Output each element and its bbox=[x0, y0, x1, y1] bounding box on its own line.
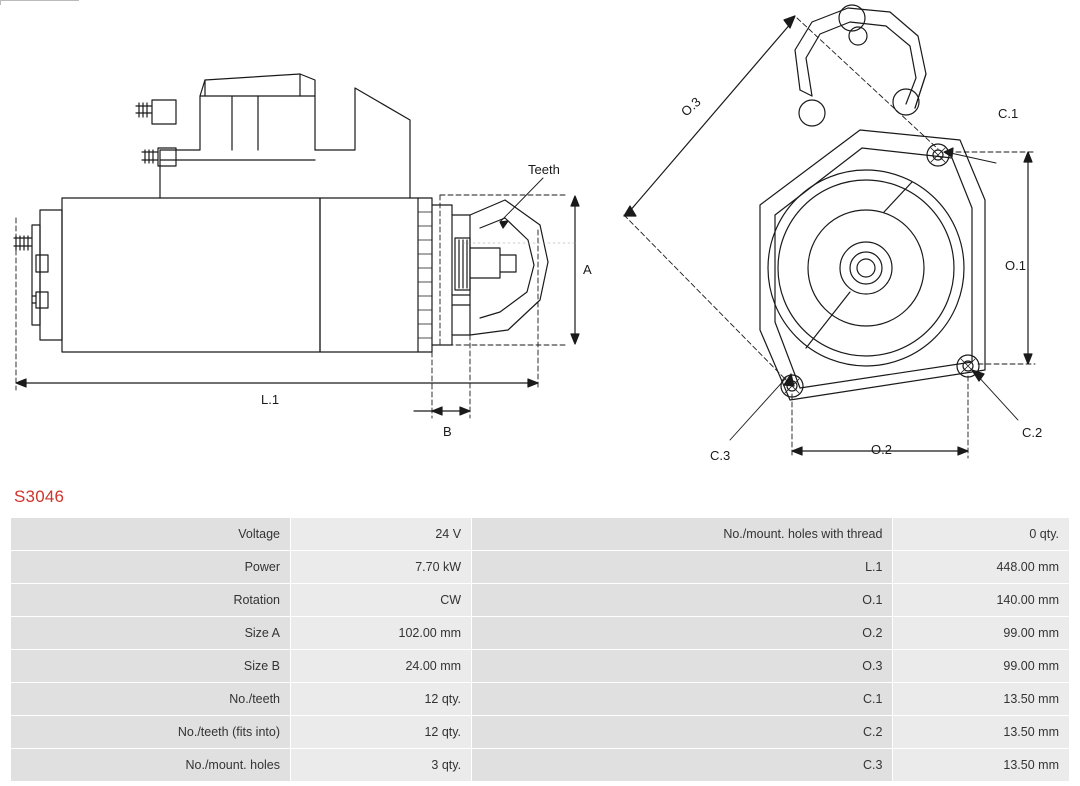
spec-value: 13.50 mm bbox=[893, 749, 1070, 782]
spec-value: 102.00 mm bbox=[291, 617, 472, 650]
table-row bbox=[11, 617, 1070, 650]
spec-label: Power bbox=[11, 551, 291, 584]
spec-value: 7.70 kW bbox=[291, 551, 472, 584]
spec-label: C.2 bbox=[472, 716, 893, 749]
spec-label: O.2 bbox=[472, 617, 893, 650]
spec-value: 24 V bbox=[291, 518, 472, 551]
spec-label: C.3 bbox=[472, 749, 893, 782]
dimension-B bbox=[414, 335, 470, 418]
spec-label: No./mount. holes with thread bbox=[472, 518, 893, 551]
hole-leaders bbox=[730, 148, 1018, 440]
label-O3: O.3 bbox=[677, 94, 704, 120]
spec-value: 0 qty. bbox=[893, 518, 1070, 551]
mounting-holes bbox=[781, 144, 979, 397]
spec-value: 13.50 mm bbox=[893, 716, 1070, 749]
side-view-body bbox=[14, 74, 548, 352]
label-B: B bbox=[443, 424, 452, 439]
spec-label: O.1 bbox=[472, 584, 893, 617]
spec-label: No./teeth (fits into) bbox=[11, 716, 291, 749]
label-C2: C.2 bbox=[1022, 425, 1043, 440]
spec-value: 99.00 mm bbox=[893, 650, 1070, 683]
spec-value: 13.50 mm bbox=[893, 683, 1070, 716]
table-row bbox=[11, 584, 1070, 617]
label-A: A bbox=[583, 262, 592, 277]
spec-value: 24.00 mm bbox=[291, 650, 472, 683]
spec-value: 3 qty. bbox=[291, 749, 472, 782]
spec-label: Voltage bbox=[11, 518, 291, 551]
spec-label: Rotation bbox=[11, 584, 291, 617]
spec-label: Size B bbox=[11, 650, 291, 683]
label-C3: C.3 bbox=[710, 448, 731, 463]
spec-value: 140.00 mm bbox=[893, 584, 1070, 617]
label-L1: L.1 bbox=[261, 392, 280, 407]
spec-value: CW bbox=[291, 584, 472, 617]
table-row bbox=[11, 518, 1070, 551]
table-row bbox=[11, 683, 1070, 716]
spec-value: 12 qty. bbox=[291, 716, 472, 749]
label-teeth: Teeth bbox=[528, 162, 560, 177]
spec-value: 99.00 mm bbox=[893, 617, 1070, 650]
spec-label: No./teeth bbox=[11, 683, 291, 716]
table-row bbox=[11, 551, 1070, 584]
label-O1: O.1 bbox=[1005, 258, 1026, 273]
label-C1: C.1 bbox=[998, 106, 1019, 121]
spec-value: 12 qty. bbox=[291, 683, 472, 716]
spec-label: O.3 bbox=[472, 650, 893, 683]
spec-value: 448.00 mm bbox=[893, 551, 1070, 584]
page-title: S3046 bbox=[14, 487, 65, 506]
dimension-A bbox=[440, 195, 579, 345]
spec-label: L.1 bbox=[472, 551, 893, 584]
table-row bbox=[11, 716, 1070, 749]
dimension-O3 bbox=[624, 16, 938, 386]
label-O2: O.2 bbox=[871, 442, 892, 457]
spec-label: C.1 bbox=[472, 683, 893, 716]
spec-label: Size A bbox=[11, 617, 291, 650]
front-view-body bbox=[760, 5, 985, 400]
spec-label: No./mount. holes bbox=[11, 749, 291, 782]
specification-table bbox=[10, 517, 1070, 782]
table-row bbox=[11, 650, 1070, 683]
dimension-L1 bbox=[16, 218, 538, 390]
table-row bbox=[11, 749, 1070, 782]
spec-table-body bbox=[11, 518, 1070, 782]
